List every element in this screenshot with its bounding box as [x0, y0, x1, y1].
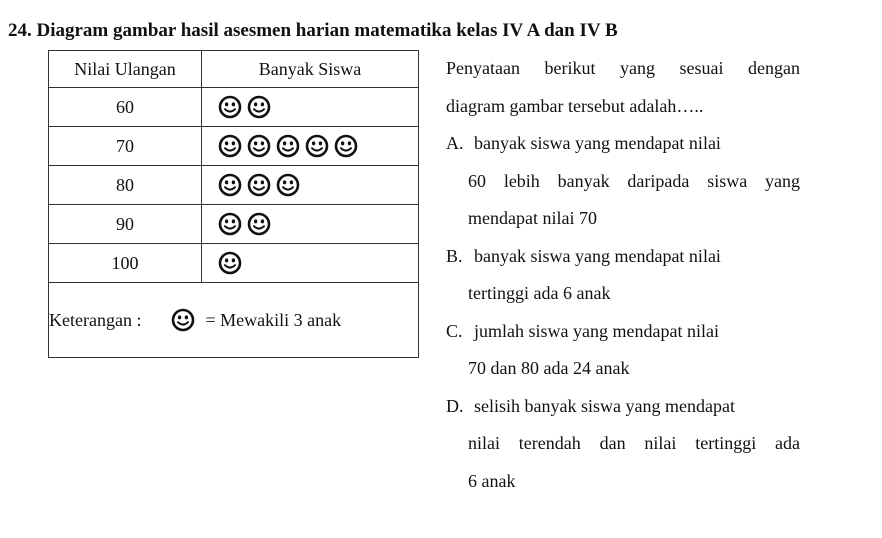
- smiley-face-icon: [276, 134, 300, 158]
- option-c: [446, 319, 800, 357]
- header-nilai-ulangan: Nilai Ulangan: [49, 51, 202, 88]
- prompt-line: Penyataan berikut yang sesuai dengan: [446, 58, 800, 78]
- option-letter: B.: [446, 245, 463, 266]
- nilai-cell: 80: [49, 166, 202, 205]
- option-letter: A.: [446, 133, 464, 153]
- option-text: banyak siswa yang mendapat nilai: [474, 245, 721, 266]
- legend: [49, 308, 418, 332]
- smiley-face-icon: [305, 134, 329, 158]
- legend-text: = Mewakili 3 anak: [205, 309, 342, 330]
- smiley-face-icon: [247, 95, 271, 119]
- option-a: [446, 131, 800, 169]
- nilai-cell: 70: [49, 127, 202, 166]
- smiley-face-icon: [247, 134, 271, 158]
- table-header-row: [49, 51, 419, 88]
- option-d: [446, 394, 800, 432]
- option-letter: D.: [446, 395, 464, 416]
- smiley-face-icon: [218, 95, 242, 119]
- question-statement: [446, 56, 800, 506]
- option-text: 70 dan 80 ada 24 anak: [468, 358, 630, 378]
- smiley-face-icon: [218, 251, 242, 275]
- legend-label: Keterangan :: [49, 309, 142, 330]
- option-text: jumlah siswa yang mendapat nilai: [474, 320, 719, 341]
- question-title: 24. Diagram gambar hasil asesmen harian matematika kelas IV A dan IV B: [8, 20, 618, 41]
- legend-cell: [49, 283, 419, 358]
- smiley-face-icon: [247, 173, 271, 197]
- smiley-face-icon: [218, 212, 242, 236]
- option-letter: C.: [446, 320, 463, 341]
- option-text: banyak siswa yang mendapat nilai: [474, 133, 721, 153]
- table-row: [49, 205, 419, 244]
- smiley-face-icon: [276, 173, 300, 197]
- icons-cell: [202, 205, 419, 244]
- smiley-face-icon: [334, 134, 358, 158]
- option-text: 6 anak: [468, 470, 516, 491]
- header-banyak-siswa: Banyak Siswa: [202, 51, 419, 88]
- nilai-cell: 60: [49, 88, 202, 127]
- pictograph-table: [48, 50, 419, 358]
- option-text: selisih banyak siswa yang mendapat: [474, 395, 735, 416]
- prompt-line: diagram gambar tersebut adalah…..: [446, 95, 704, 116]
- option-text: mendapat nilai 70: [468, 208, 597, 228]
- smiley-face-icon: [218, 173, 242, 197]
- option-text: tertinggi ada 6 anak: [468, 283, 611, 303]
- table-row: [49, 244, 419, 283]
- icons-cell: [202, 244, 419, 283]
- table-row: [49, 166, 419, 205]
- icons-cell: [202, 127, 419, 166]
- nilai-cell: 100: [49, 244, 202, 283]
- option-b: [446, 244, 800, 282]
- icons-cell: [202, 166, 419, 205]
- table-row: [49, 88, 419, 127]
- option-text: nilai terendah dan nilai tertinggi ada: [468, 433, 800, 453]
- smiley-face-icon: [247, 212, 271, 236]
- smiley-face-icon: [218, 134, 242, 158]
- smiley-face-icon: [171, 308, 195, 332]
- nilai-cell: 90: [49, 205, 202, 244]
- legend-row: [49, 283, 419, 358]
- table-row: [49, 127, 419, 166]
- option-text: 60 lebih banyak daripada siswa yang: [468, 170, 800, 191]
- icons-cell: [202, 88, 419, 127]
